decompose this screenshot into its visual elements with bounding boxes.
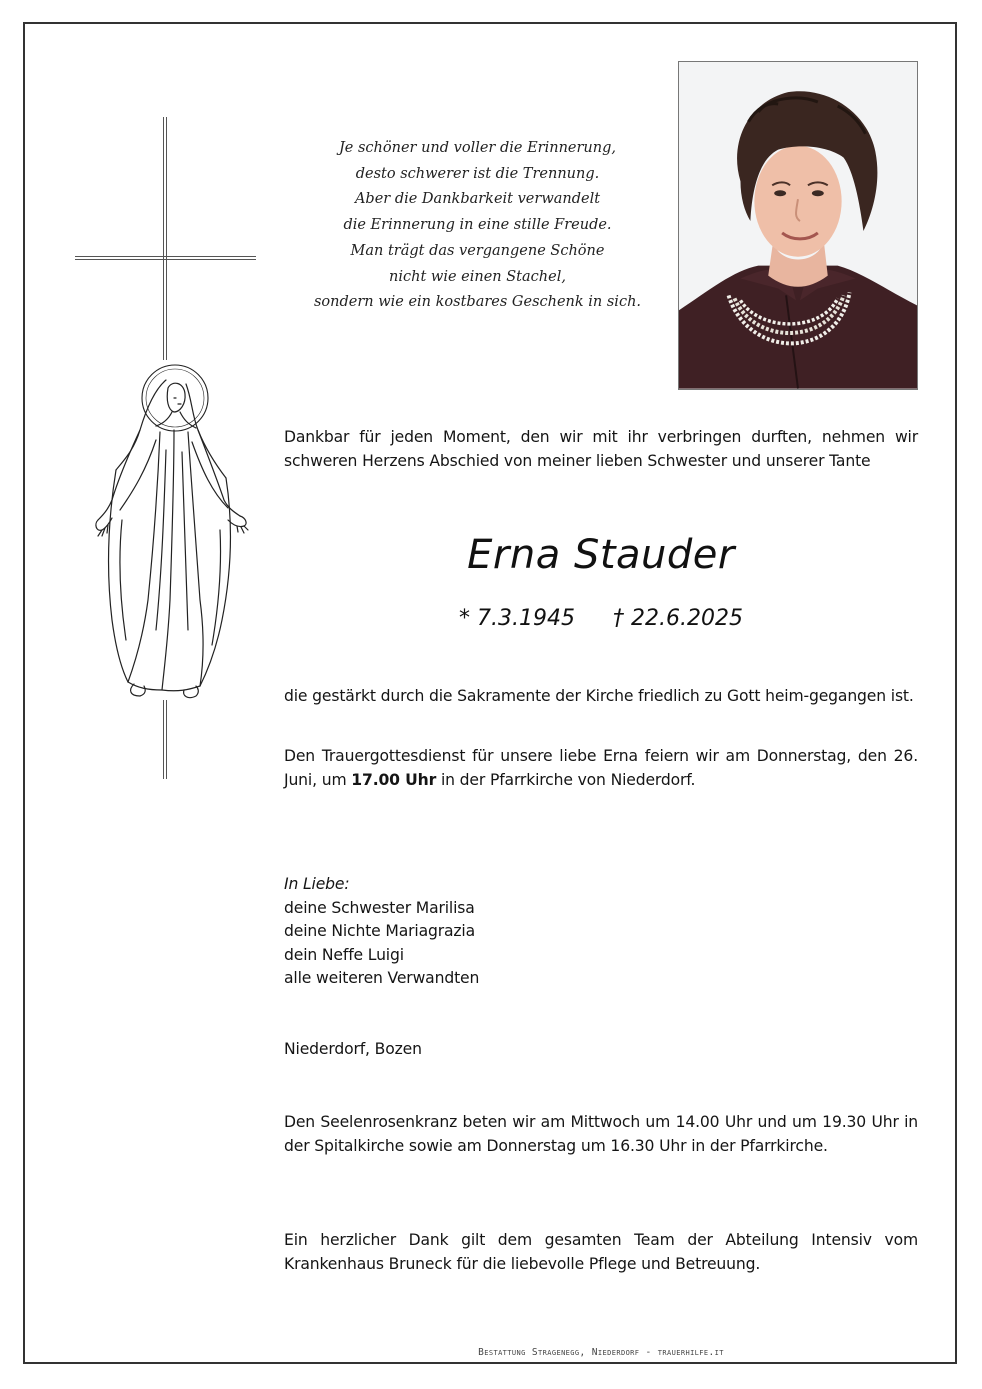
madonna-illustration: [88, 360, 253, 700]
birth-date: * 7.3.1945: [459, 606, 575, 631]
poem-line: Aber die Dankbarkeit verwandelt: [354, 191, 601, 208]
poem-line: sondern wie ein kostbares Geschenk in sich.: [313, 294, 642, 311]
poem-line: desto schwerer ist die Trennung.: [355, 165, 600, 182]
intro-text: Dankbar für jeden Moment, den wir mit ihr verbringen durften, nehmen wir schweren Herzens Abschied von meiner lieben Schwester und unserer Tante: [284, 428, 918, 470]
memorial-poem: [300, 136, 655, 316]
cross-bar: [75, 256, 256, 260]
service-time: 17.00 Uhr: [351, 770, 437, 789]
service-text-end: in der Pfarrkirche von Niederdorf.: [436, 770, 696, 789]
footer-credit: Bestattung Stragenegg, Niederdorf - trauerhilfe.it: [478, 1347, 724, 1358]
deceased-name: Erna Stauder: [467, 532, 735, 578]
mourner-item: dein Neffe Luigi: [284, 945, 404, 964]
poem-line: Man trägt das vergangene Schöne: [350, 242, 605, 259]
mourners-heading: In Liebe:: [284, 875, 350, 893]
portrait-photo: [678, 61, 918, 390]
life-dates: [284, 606, 918, 631]
mourner-item: deine Nichte Mariagrazia: [284, 922, 476, 940]
mourners-list: [284, 873, 479, 991]
rosary-text: Den Seelenrosenkranz beten wir am Mittwoch um 14.00 Uhr und um 19.30 Uhr in der Spitalkirche sowie am Donnerstag um 16.30 Uhr in der Pfarrkirche.: [284, 1113, 918, 1155]
funeral-service-text: [284, 745, 918, 792]
poem-line: die Erinnerung in eine stille Freude.: [343, 217, 612, 234]
place-text: Niederdorf, Bozen: [284, 1040, 422, 1058]
mourner-item: deine Schwester Marilisa: [284, 898, 475, 917]
poem-line: Je schöner und voller die Erinnerung,: [338, 140, 616, 156]
service-text-start: Den Trauergottesdienst für unsere liebe Erna feiern wir am Donnerstag, den 26. Juni, um: [284, 747, 918, 789]
mourner-item: alle weiteren Verwandten: [284, 969, 480, 987]
thanks-text: Ein herzlicher Dank gilt dem gesamten Team der Abteilung Intensiv vom Krankenhaus Bruneck für die liebevolle Pflege und Betreuung.: [284, 1231, 918, 1273]
death-date: † 22.6.2025: [613, 606, 743, 631]
sacraments-text: die gestärkt durch die Sakramente der Kirche friedlich zu Gott heim-gegangen ist.: [284, 687, 914, 705]
poem-line: nicht wie einen Stachel,: [389, 268, 566, 285]
